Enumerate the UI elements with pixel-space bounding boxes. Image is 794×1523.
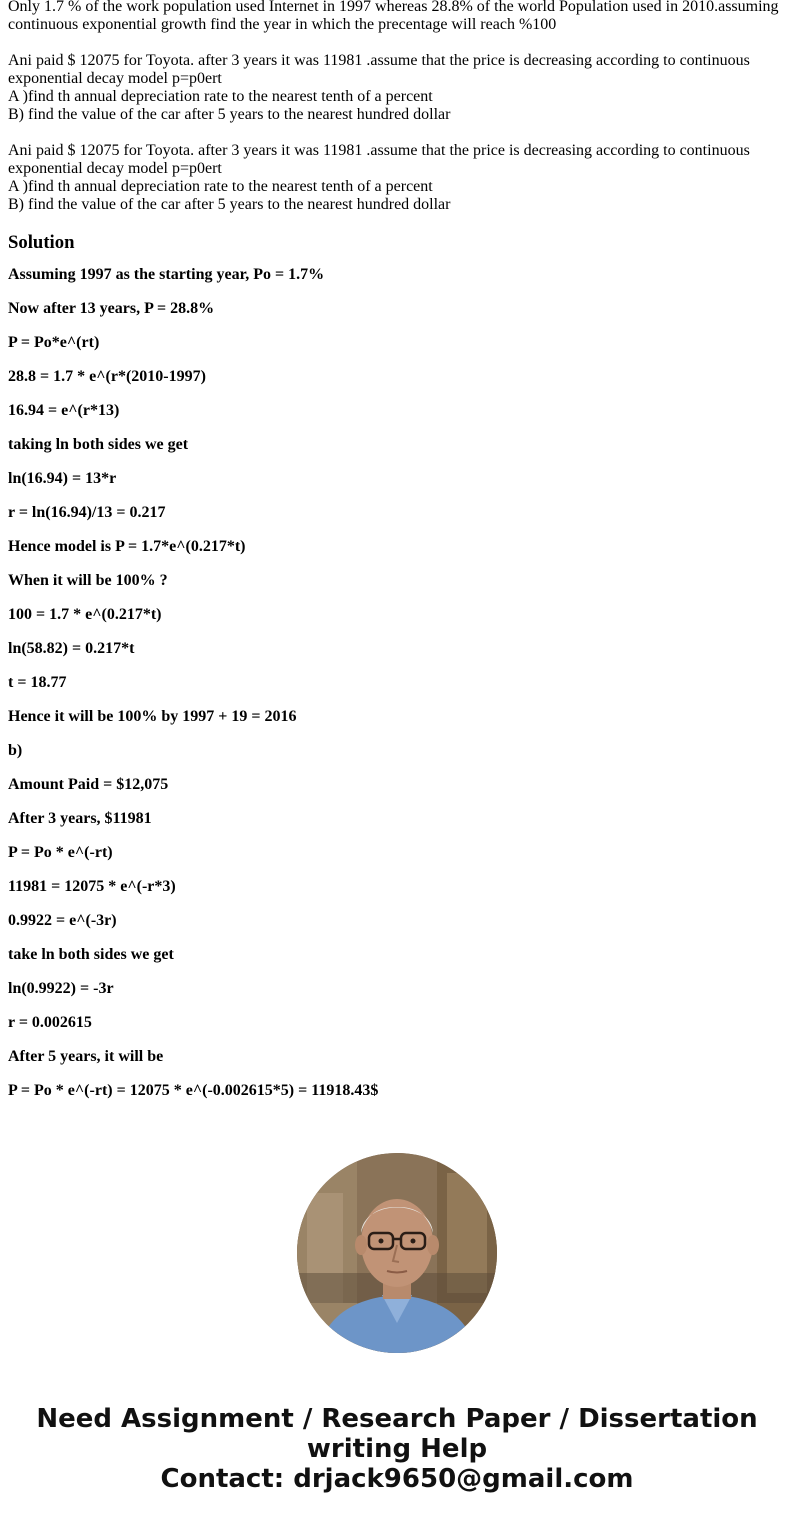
question-line: Ani paid $ 12075 for Toyota. after 3 years it was 11981 .assume that the price is decreasing according to continuous exponential decay model p=p0ert [8, 52, 750, 87]
solution-step: 11981 = 12075 * e^(-r*3) [8, 878, 176, 895]
solution-step: taking ln both sides we get [8, 436, 189, 453]
solution-step: r = 0.002615 [8, 1014, 92, 1031]
solution-step: When it will be 100% ? [8, 572, 168, 589]
promo-footer [0, 1404, 794, 1494]
solution-step: 28.8 = 1.7 * e^(r*(2010-1997) [8, 368, 206, 385]
question-list [8, 0, 786, 214]
question-line: Ani paid $ 12075 for Toyota. after 3 years it was 11981 .assume that the price is decreasing according to continuous exponential decay model p=p0ert [8, 142, 750, 177]
solution-step: P = Po*e^(rt) [8, 334, 100, 351]
question-line: Only 1.7 % of the work population used Internet in 1997 whereas 28.8% of the world Population used in 2010.assuming continuous exponential growth find the year in which the precentage will reach %100 [8, 0, 779, 33]
question-line: A )find th annual depreciation rate to the nearest tenth of a percent [8, 178, 433, 195]
tutor-photo-illustration [297, 1153, 497, 1353]
question-block [8, 52, 786, 124]
solution-step: take ln both sides we get [8, 946, 174, 963]
solution-step: ln(0.9922) = -3r [8, 980, 114, 997]
solution-step: After 5 years, it will be [8, 1048, 164, 1065]
solution-steps [8, 266, 786, 1100]
solution-step: P = Po * e^(-rt) = 12075 * e^(-0.002615*5) = 11918.43$ [8, 1082, 379, 1099]
solution-step: Now after 13 years, P = 28.8% [8, 300, 215, 317]
solution-step: b) [8, 742, 23, 759]
solution-step: 0.9922 = e^(-3r) [8, 912, 117, 929]
question-block [8, 0, 786, 34]
solution-step: ln(58.82) = 0.217*t [8, 640, 135, 657]
solution-step: Hence model is P = 1.7*e^(0.217*t) [8, 538, 246, 555]
question-line: A )find th annual depreciation rate to the nearest tenth of a percent [8, 88, 433, 105]
question-block [8, 142, 786, 214]
promo-line-2: writing Help [306, 1434, 488, 1464]
solution-step: Hence it will be 100% by 1997 + 19 = 2016 [8, 708, 297, 725]
solution-step: ln(16.94) = 13*r [8, 470, 117, 487]
question-line: B) find the value of the car after 5 years to the nearest hundred dollar [8, 196, 451, 213]
solution-step: P = Po * e^(-rt) [8, 844, 113, 861]
solution-step: Assuming 1997 as the starting year, Po = 1.7% [8, 266, 325, 283]
solution-step: Amount Paid = $12,075 [8, 776, 169, 793]
document-content [8, 0, 786, 1116]
promo-line-1: Need Assignment / Research Paper / Dissertation [36, 1404, 758, 1434]
tutor-photo-icon [297, 1153, 497, 1353]
solution-step: 100 = 1.7 * e^(0.217*t) [8, 606, 162, 623]
solution-step: 16.94 = e^(r*13) [8, 402, 120, 419]
solution-step: After 3 years, $11981 [8, 810, 152, 827]
contact-email: Contact: drjack9650@gmail.com [160, 1464, 634, 1494]
solution-heading: Solution [8, 232, 75, 253]
question-line: B) find the value of the car after 5 years to the nearest hundred dollar [8, 106, 451, 123]
solution-step: t = 18.77 [8, 674, 67, 691]
solution-step: r = ln(16.94)/13 = 0.217 [8, 504, 166, 521]
